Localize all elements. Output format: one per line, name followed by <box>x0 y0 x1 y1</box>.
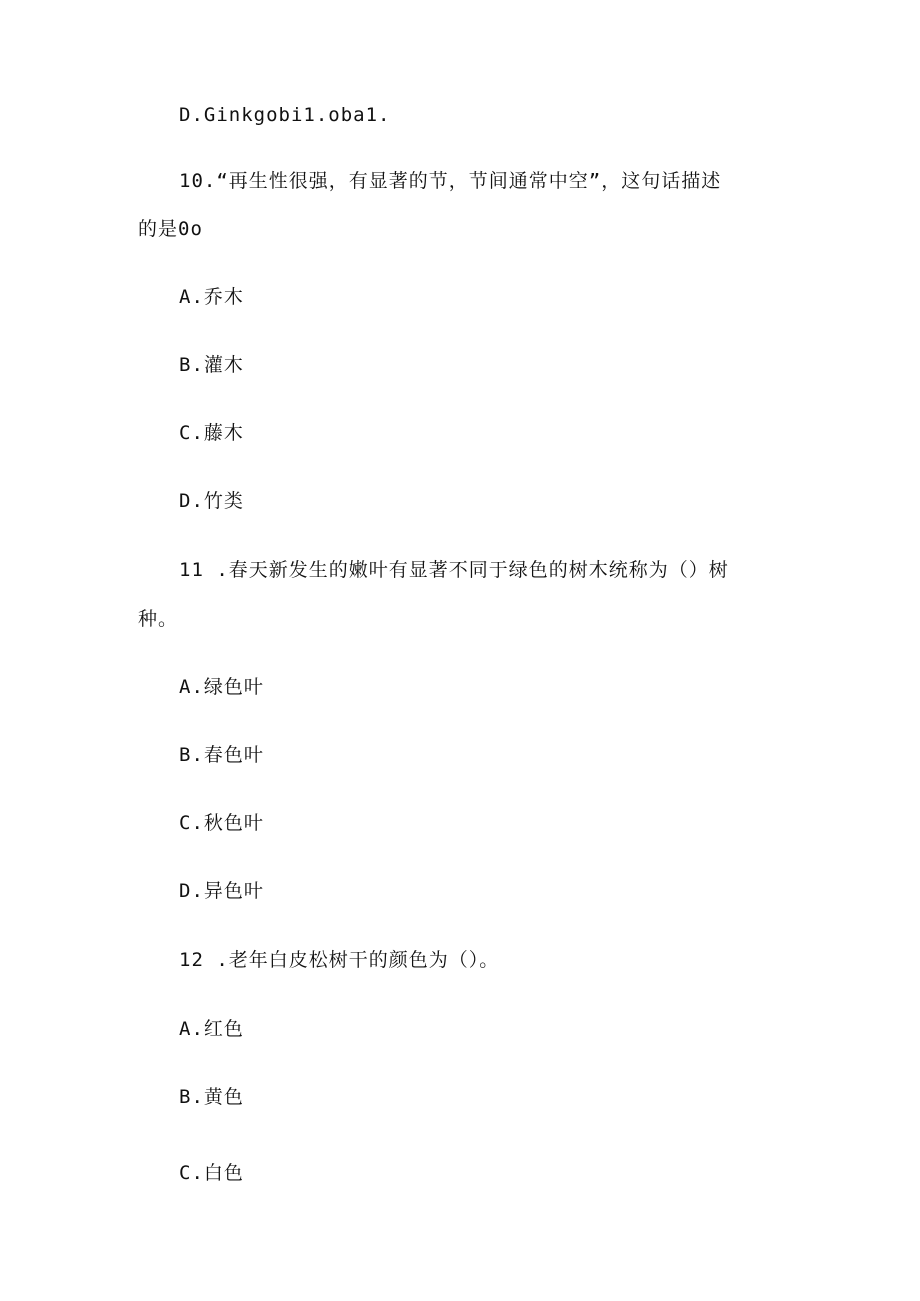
question-11-option-b: B.春色叶 <box>179 744 264 766</box>
question-10-stem-line1: 10.“再生性很强，有显著的节，节间通常中空”，这句话描述 <box>179 170 722 192</box>
question-12-option-b: B.黄色 <box>179 1086 244 1108</box>
question-11-option-c: C.秋色叶 <box>179 812 264 834</box>
question-10-option-d: D.竹类 <box>179 490 244 512</box>
question-10-option-a: A.乔木 <box>179 286 244 308</box>
question-11-stem-line2: 种。 <box>138 608 179 630</box>
option-d-prev: D.Ginkgobi1.oba1. <box>179 104 391 126</box>
question-10-option-b: B.灌木 <box>179 354 244 376</box>
question-12-option-c: C.白色 <box>179 1162 244 1184</box>
question-11-stem-line1: 11 .春天新发生的嫩叶有显著不同于绿色的树木统称为（）树 <box>179 559 729 581</box>
question-11-option-d: D.异色叶 <box>179 880 264 902</box>
question-11-option-a: A.绿色叶 <box>179 676 264 698</box>
question-12-option-a: A.红色 <box>179 1018 244 1040</box>
question-12-stem-line1: 12 .老年白皮松树干的颜色为（）。 <box>179 949 500 971</box>
question-10-stem-line2: 的是0o <box>138 218 203 240</box>
question-10-option-c: C.藤木 <box>179 422 244 444</box>
